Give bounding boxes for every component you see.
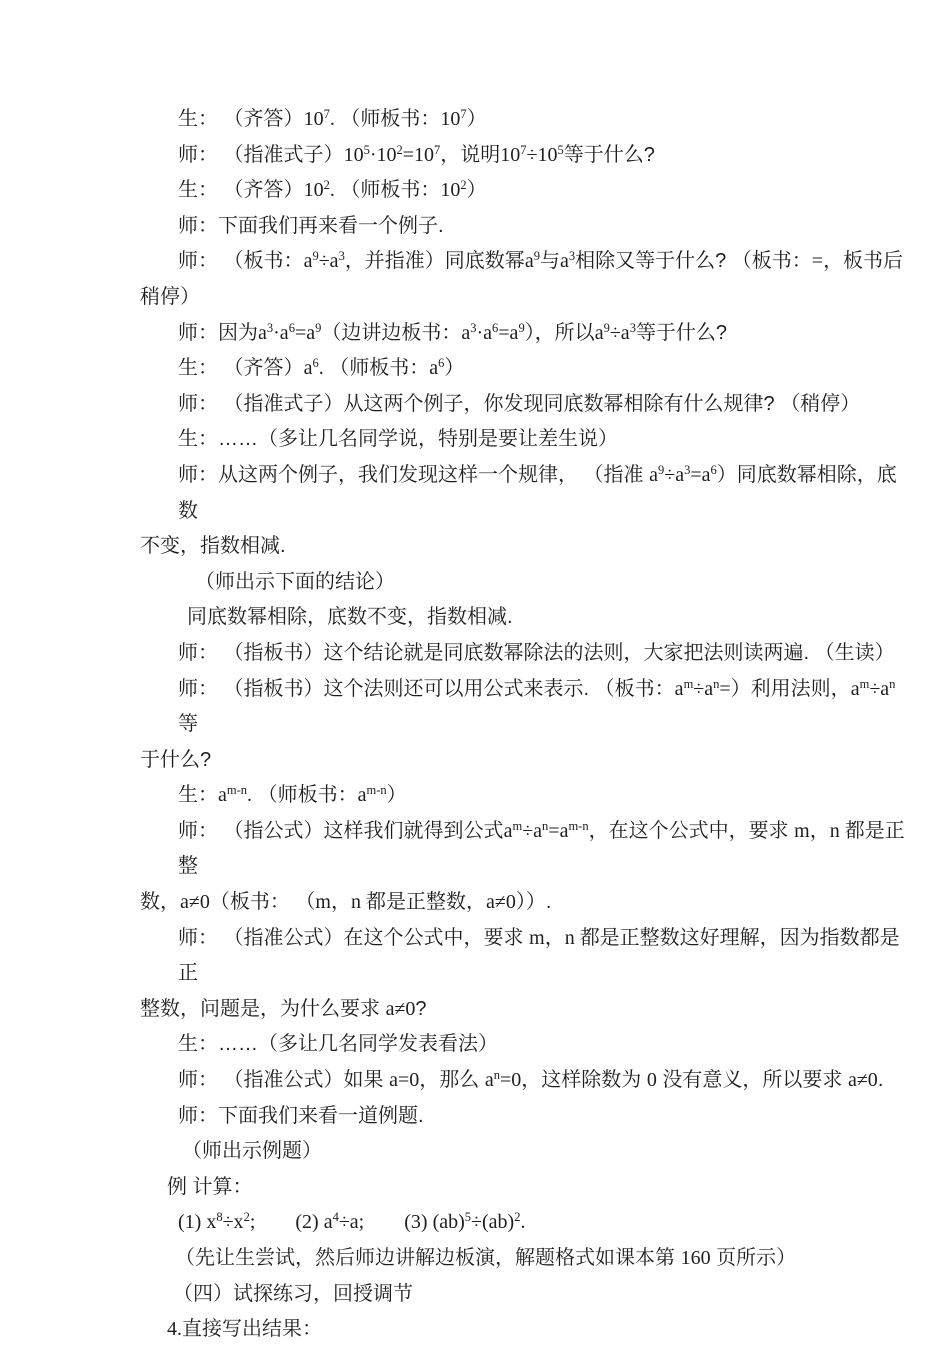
text-run: 师：下面我们再来看一个例子. — [178, 214, 444, 237]
text-run: ，说明 — [440, 143, 501, 166]
superscript: 5 — [464, 1210, 472, 1225]
text-run: 等于什么? — [563, 143, 655, 166]
text-run: 师：从这两个例子，我们发现这样一个规律， （指准 — [178, 463, 650, 486]
text-run: 生： （齐答） — [178, 357, 304, 380]
math-run: 10 — [440, 179, 461, 202]
text-run: ） — [466, 108, 487, 130]
math-run: ÷a — [693, 677, 714, 700]
math-run: 10 — [303, 108, 324, 130]
text-run: 师： （指板书）这个法则还可以用公式来表示. （板书： — [178, 677, 675, 700]
math-run: ·a — [476, 321, 493, 344]
math-run: a — [559, 250, 569, 273]
math-run: =10 — [402, 143, 435, 166]
superscript: 8 — [216, 1210, 223, 1225]
superscript: 6 — [492, 320, 499, 335]
document-body — [140, 102, 908, 1348]
text-run: 相除又等于什么? （板书： — [575, 250, 812, 273]
text-run: 师： （指板书）这个结论就是同底数幂除法的法则，大家把法则读两遍. （生读） — [178, 641, 895, 664]
doc-line — [140, 102, 908, 138]
math-run: ÷a — [522, 819, 543, 842]
doc-line — [140, 992, 908, 1028]
superscript: m — [512, 818, 523, 833]
math-run: 4. — [167, 1318, 182, 1341]
text-run: 生： （齐答） — [178, 108, 304, 130]
superscript: m-n — [366, 783, 387, 798]
math-run: =a — [548, 819, 569, 842]
math-run: 10 — [343, 143, 364, 166]
doc-line — [140, 351, 908, 387]
doc-line — [140, 244, 908, 280]
doc-line — [140, 1063, 908, 1099]
text-run: 师： （指准式子）从这两个例子，你发现同底数幂相除有什么规律? （稍停） — [178, 392, 861, 415]
text-run: （边讲边板书： — [321, 321, 462, 344]
superscript: 2 — [460, 178, 467, 193]
math-run: a — [258, 321, 267, 344]
superscript: n — [542, 818, 549, 833]
math-run: ; — [249, 1211, 256, 1234]
text-run: （师板书： — [334, 108, 441, 130]
text-run: 师： （板书： — [178, 250, 304, 273]
math-run: a — [524, 250, 534, 273]
superscript: 2 — [514, 1210, 521, 1225]
math-run: ÷a — [869, 677, 890, 700]
text-run — [364, 1211, 404, 1233]
math-run: m — [315, 891, 331, 914]
math-run: (2) a — [295, 1211, 333, 1234]
doc-line — [140, 1241, 908, 1277]
superscript: 9 — [533, 249, 540, 264]
doc-line — [140, 387, 908, 423]
text-run: （师出示下面的结论） — [195, 570, 395, 593]
math-run: =a — [498, 321, 519, 344]
math-run: 10 — [500, 143, 521, 166]
math-run: n — [564, 926, 580, 949]
superscript: m — [683, 676, 694, 691]
text-run: 都是正整 — [178, 819, 905, 878]
doc-line — [140, 565, 908, 601]
math-run: m — [529, 926, 545, 949]
text-run: 师：下面我们来看一道例题. — [178, 1104, 424, 1127]
doc-line — [140, 600, 908, 636]
text-run: ），所以 — [524, 321, 595, 344]
math-run: . — [329, 108, 335, 130]
math-run: a — [218, 784, 227, 807]
math-run: ÷a; — [338, 1211, 365, 1234]
math-run: a — [674, 677, 684, 700]
superscript: 9 — [312, 249, 319, 264]
doc-line — [140, 529, 908, 565]
text-run: （四）试探练习，回授调节 — [173, 1282, 413, 1305]
math-run: = — [719, 677, 731, 700]
math-run: ÷x — [222, 1211, 244, 1234]
text-run: 师：因为 — [178, 321, 258, 344]
text-run: （先让生尝试，然后师边讲解边板演，解题格式如课本第 — [175, 1247, 681, 1269]
math-run: a≠0 — [180, 891, 210, 914]
superscript: 3 — [568, 249, 576, 264]
superscript: 9 — [603, 320, 610, 335]
math-run: =0 — [499, 1069, 522, 1092]
math-run: a — [303, 357, 313, 380]
superscript: 7 — [323, 107, 330, 121]
text-run: （师板书： — [252, 784, 358, 807]
doc-line — [140, 778, 908, 814]
superscript: m — [859, 676, 870, 691]
doc-line — [140, 921, 908, 992]
superscript: 4 — [332, 1210, 339, 1225]
text-run: 没有意义，所以要求 — [656, 1069, 848, 1092]
doc-line — [140, 138, 908, 174]
doc-line — [140, 280, 908, 316]
doc-line — [140, 209, 908, 245]
text-run: 于什么? — [140, 748, 212, 771]
math-run: a≠0 — [847, 1069, 878, 1092]
doc-line — [140, 814, 908, 885]
text-run: 稍停） — [140, 285, 200, 308]
text-run: . — [877, 1069, 884, 1092]
text-run: 例 计算： — [167, 1175, 253, 1198]
math-run: 10 — [303, 179, 324, 202]
doc-line — [140, 743, 908, 779]
text-run: （师板书： — [334, 179, 441, 202]
superscript: 3 — [266, 320, 274, 335]
text-run: ）同底数幂相除，底数 — [178, 463, 897, 522]
superscript: m-n — [568, 818, 589, 833]
text-run: （板书： （ — [209, 891, 316, 914]
superscript: 3 — [470, 320, 477, 335]
math-run: 0 — [646, 1069, 657, 1092]
math-run: a≠0 — [385, 997, 416, 1020]
superscript: 7 — [520, 142, 527, 157]
math-run: a — [303, 250, 313, 273]
text-run — [255, 1211, 295, 1233]
superscript: 5 — [363, 142, 370, 157]
text-run: ） — [386, 784, 407, 807]
text-run: 生： — [178, 784, 218, 807]
superscript: 2 — [243, 1210, 250, 1225]
math-run: 10 — [440, 108, 461, 130]
math-run: a=0 — [389, 1069, 420, 1092]
superscript: n — [713, 676, 720, 691]
math-run: m — [794, 819, 810, 842]
math-run: n — [350, 891, 366, 914]
superscript: 6 — [288, 320, 295, 335]
math-run: ·10 — [369, 143, 397, 166]
superscript: 6 — [710, 462, 717, 477]
text-run: 等 — [178, 713, 198, 736]
math-run: . — [247, 784, 253, 807]
superscript: 3 — [338, 249, 345, 264]
math-run: =a — [294, 321, 316, 344]
text-run: ，这样除数为 — [521, 1069, 647, 1092]
superscript: n — [889, 676, 896, 691]
math-run: n — [829, 819, 845, 842]
text-run: 整数，问题是，为什么要求 — [140, 997, 386, 1020]
doc-line — [140, 1205, 908, 1241]
math-run: = — [811, 250, 824, 273]
math-run: ÷a — [318, 250, 339, 273]
doc-line — [140, 672, 908, 743]
superscript: 2 — [396, 142, 403, 157]
math-run: (1) x — [178, 1211, 217, 1234]
superscript: 6 — [312, 356, 319, 371]
superscript: 9 — [315, 320, 322, 335]
text-run: 等于什么? — [635, 321, 728, 344]
text-run: ， — [544, 926, 565, 949]
math-run: a — [461, 321, 471, 344]
superscript: n — [493, 1068, 500, 1083]
superscript: 7 — [460, 107, 467, 121]
text-run: ， — [330, 891, 351, 914]
superscript: 6 — [438, 356, 445, 371]
math-run: ÷(ab) — [471, 1211, 515, 1234]
text-run: 直接写出结果： — [182, 1318, 322, 1341]
doc-line — [140, 636, 908, 672]
math-run: a — [850, 677, 860, 700]
text-run: 都是正整数， — [365, 891, 486, 914]
text-run: 都是正整数这好理解，因为指数都是正 — [178, 926, 900, 985]
doc-line — [140, 173, 908, 209]
text-run: 同底数幂相除，底数不变，指数相减. — [187, 606, 513, 629]
math-run: =a — [690, 463, 711, 486]
math-run: ÷a — [664, 463, 685, 486]
math-run: a — [357, 784, 367, 807]
text-run: （师出示例题） — [182, 1140, 322, 1163]
text-run: ）利用法则， — [730, 677, 851, 700]
text-run: 数， — [140, 891, 180, 914]
superscript: m-n — [226, 783, 248, 798]
math-run: (3) (ab) — [404, 1211, 465, 1234]
text-run: ，板书后 — [823, 250, 904, 273]
math-run: a — [649, 463, 659, 486]
math-run: a≠0 — [485, 891, 516, 914]
text-run: 生：……（多让几名同学说，特别是要让差生说） — [178, 428, 618, 451]
text-run: 不变，指数相减. — [140, 535, 286, 558]
text-run: 师： （指准公式）在这个公式中，要求 — [178, 926, 530, 949]
superscript: 9 — [518, 320, 525, 335]
text-run: ， — [809, 819, 830, 842]
math-run: ·a — [273, 321, 289, 344]
text-run: ，在这个公式中，要求 — [588, 819, 795, 842]
doc-line — [140, 1134, 908, 1170]
text-run: 生： （齐答） — [178, 179, 304, 202]
doc-line — [140, 1277, 908, 1313]
doc-line — [140, 1312, 908, 1348]
text-run: （师板书： — [323, 357, 430, 380]
math-run: a — [594, 321, 604, 344]
text-run: ） — [466, 179, 487, 202]
text-run: ，那么 — [419, 1069, 485, 1092]
math-run: a — [484, 1069, 494, 1092]
superscript: 7 — [434, 142, 441, 157]
text-run: 师： （指准式子） — [178, 143, 344, 166]
text-run: 与 — [539, 250, 560, 273]
superscript: 5 — [557, 142, 564, 157]
math-run: a — [503, 819, 513, 842]
text-run: ））. — [515, 891, 552, 914]
superscript: 3 — [629, 320, 636, 335]
doc-line — [140, 1027, 908, 1063]
text-run: 生：……（多让几名同学发表看法） — [178, 1033, 498, 1056]
superscript: 3 — [684, 462, 691, 477]
math-run: . — [318, 357, 324, 380]
math-run: ÷10 — [526, 143, 558, 166]
text-run: 师： （指公式）这样我们就得到公式 — [178, 819, 504, 842]
doc-line — [140, 1170, 908, 1206]
math-run: . — [520, 1211, 526, 1234]
text-run: ） — [444, 357, 465, 380]
superscript: 2 — [323, 178, 330, 193]
doc-line — [140, 1099, 908, 1135]
text-run: ? — [415, 997, 427, 1020]
math-run: 160 — [680, 1247, 711, 1269]
doc-line — [140, 316, 908, 352]
math-run: ÷a — [609, 321, 630, 344]
text-run: ，并指准）同底数幂 — [344, 250, 525, 273]
doc-line — [140, 885, 908, 921]
superscript: 9 — [658, 462, 665, 477]
math-run: a — [429, 357, 439, 380]
doc-line — [140, 422, 908, 458]
doc-line — [140, 458, 908, 529]
text-run: 页所示） — [710, 1247, 797, 1269]
math-run: . — [329, 179, 335, 202]
text-run: 师： （指准公式）如果 — [178, 1069, 390, 1092]
